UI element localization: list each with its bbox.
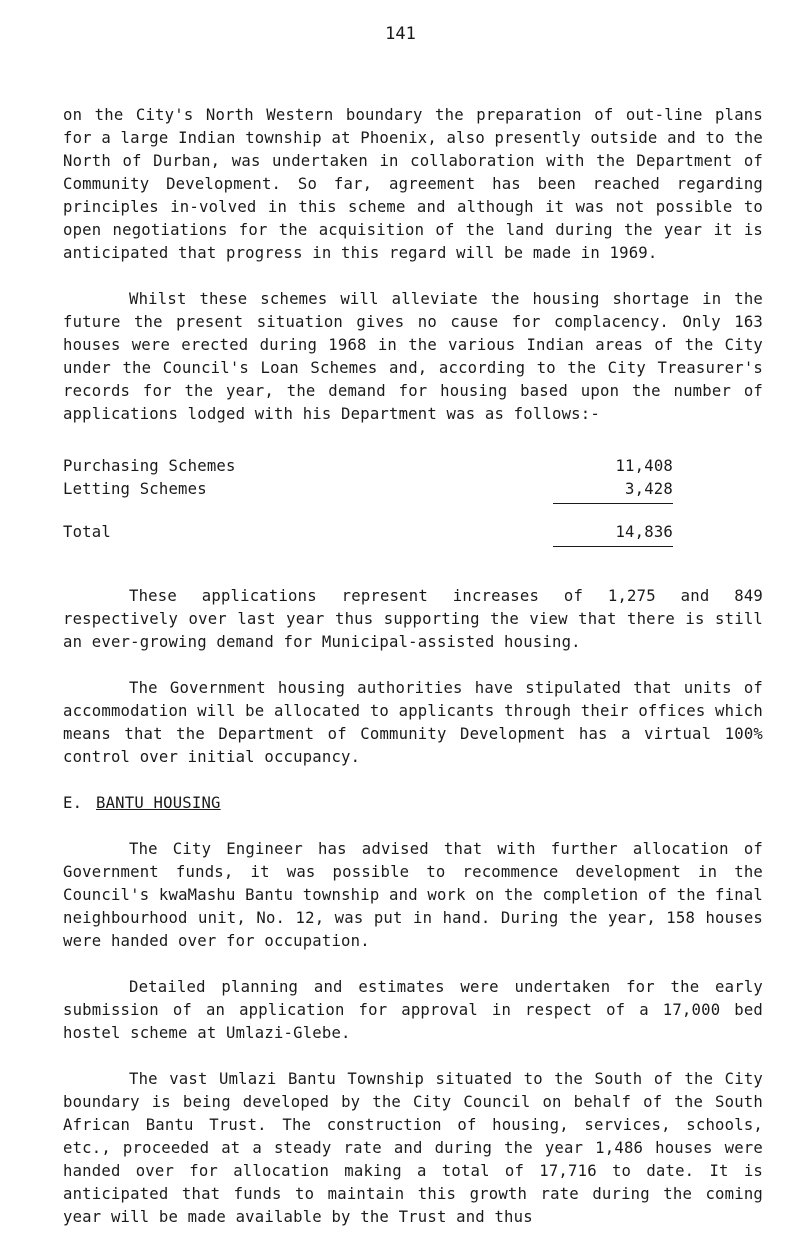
section-number: E. bbox=[63, 794, 83, 812]
paragraph-kwamashu: The City Engineer has advised that with further allocation of Government funds, it was possible to recommence development in the Council's kwaMashu Bantu township and work on the completion of the final neighbourhood unit, No. 12, was put in hand. During the year, 158 houses were handed over for occupation. bbox=[63, 840, 763, 950]
document-body bbox=[63, 104, 763, 1252]
total-rule bbox=[553, 546, 673, 547]
paragraph-umlazi: The vast Umlazi Bantu Township situated to the South of the City boundary is being developed by the City Council on behalf of the South African Bantu Trust. The construction of housing, services, schools, etc., proceeded at a steady rate and during the year 1,486 houses were handed over for allocation making a total of 17,716 to date. It is anticipated that funds to maintain this growth rate during the coming year will be made available by the Trust and thus bbox=[63, 1070, 763, 1226]
paragraph-government-allocation: The Government housing authorities have stipulated that units of accommodation will be allocated to applicants through their offices which means that the Department of Community Development has a virtual 100% control over initial occupancy. bbox=[63, 679, 763, 766]
row-value: 11,408 bbox=[615, 457, 673, 475]
table-row bbox=[63, 455, 673, 478]
applications-table bbox=[63, 449, 763, 567]
page-number: 141 bbox=[385, 24, 416, 44]
paragraph-application-increases: These applications represent increases of 1,275 and 849 respectively over last year thus supporting the view that there is still an ever-growing demand for Municipal-assisted housing. bbox=[63, 587, 763, 651]
section-title: BANTU HOUSING bbox=[96, 794, 221, 812]
row-label: Purchasing Schemes bbox=[63, 457, 236, 475]
table-total-row bbox=[63, 521, 673, 544]
paragraph-hostel-scheme: Detailed planning and estimates were undertaken for the early submission of an application for approval in respect of a 17,000 bed hostel scheme at Umlazi-Glebe. bbox=[63, 978, 763, 1042]
subtotal-rule bbox=[553, 503, 673, 504]
total-value: 14,836 bbox=[615, 523, 673, 541]
table-row bbox=[63, 478, 673, 501]
section-heading bbox=[63, 792, 763, 815]
paragraph-housing-shortage: Whilst these schemes will alleviate the housing shortage in the future the present situation gives no cause for complacency. Only 163 houses were erected during 1968 in the various Indian areas of the City under the Council's Loan Schemes and, according to the City Treasurer's records for the year, the demand for housing based upon the number of applications lodged with his Department was as follows:- bbox=[63, 290, 763, 423]
row-label: Letting Schemes bbox=[63, 480, 207, 498]
total-label: Total bbox=[63, 523, 111, 541]
paragraph-phoenix-township: on the City's North Western boundary the preparation of out-line plans for a large Indian township at Phoenix, also presently outside and to the North of Durban, was undertaken in collaboration with the Department of Community Development. So far, agreement has been reached regarding principles in-volved in this scheme and although it was not possible to open negotiations for the acquisition of the land during the year it is anticipated that progress in this regard will be made in 1969. bbox=[63, 106, 763, 262]
row-value: 3,428 bbox=[625, 480, 673, 498]
